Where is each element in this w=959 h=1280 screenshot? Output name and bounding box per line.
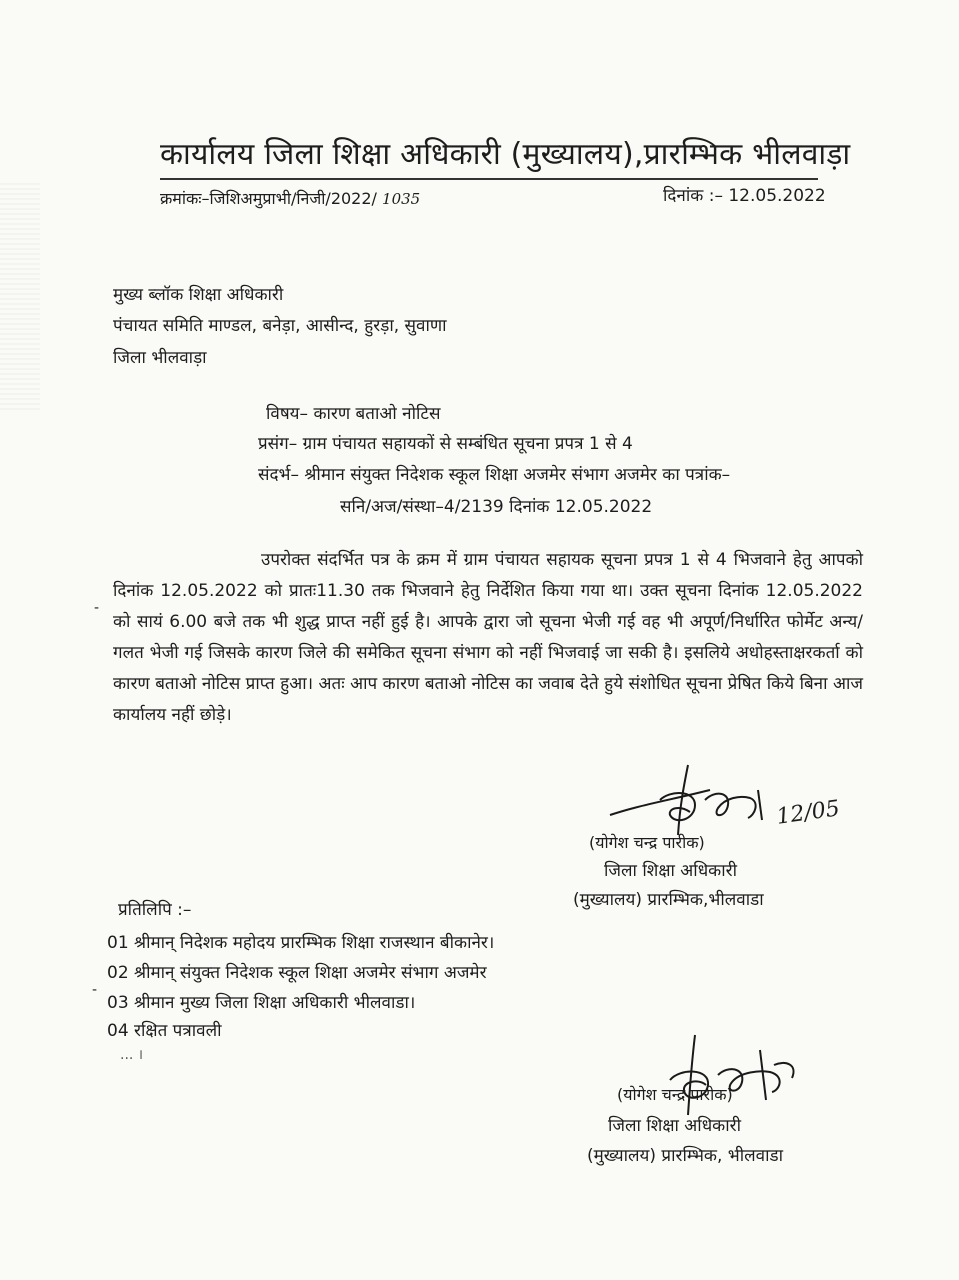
margin-mark: - (94, 600, 100, 616)
reference-number-handwritten: 1035 (382, 190, 421, 208)
signature-1-date: 12/05 (775, 796, 842, 830)
reference-line: संदर्भ– श्रीमान संयुक्त निदेशक स्कूल शिक्षा अजमेर संभाग अजमेर का पत्रांक– (258, 465, 731, 485)
copy-to-item: 02 श्रीमान् संयुक्त निदेशक स्कूल शिक्षा अजमेर संभाग अजमेर (107, 963, 487, 983)
scan-edge-noise (0, 180, 40, 410)
copy-to-item: 01 श्रीमान् निदेशक महोदय प्रारम्भिक शिक्षा राजस्थान बीकानेर। (107, 933, 495, 953)
signatory-1-department: (मुख्यालय) प्रारम्भिक,भीलवाडा (573, 890, 764, 910)
office-title: कार्यालय जिला शिक्षा अधिकारी (मुख्यालय),प्रारम्भिक भीलवाड़ा (160, 137, 851, 172)
addressee-line-1: मुख्य ब्लॉक शिक्षा अधिकारी (113, 285, 284, 305)
signatory-2-name: (योगेश चन्द्र पारीक) (617, 1085, 733, 1104)
signature-2-scribble (640, 1030, 810, 1120)
addressee-line-3: जिला भीलवाड़ा (113, 348, 207, 368)
addressee-line-2: पंचायत समिति माण्डल, बनेड़ा, आसीन्द, हुरड़ा, सुवाणा (113, 316, 447, 336)
signatory-1-name: (योगेश चन्द्र पारीक) (589, 833, 705, 852)
copy-to-heading: प्रतिलिपि :– (118, 900, 192, 920)
subject-line: विषय– कारण बताओ नोटिस (266, 404, 441, 424)
margin-mark: - (92, 982, 98, 998)
signatory-2-department: (मुख्यालय) प्रारम्भिक, भीलवाडा (587, 1146, 784, 1166)
letter-date: दिनांक :– 12.05.2022 (663, 186, 826, 206)
signatory-1-title: जिला शिक्षा अधिकारी (604, 861, 737, 881)
signatory-2-title: जिला शिक्षा अधिकारी (608, 1116, 741, 1136)
context-line: प्रसंग– ग्राम पंचायत सहायकों से सम्बंधित सूचना प्रपत्र 1 से 4 (258, 434, 633, 454)
reference-number (160, 187, 420, 209)
reference-line-continued: सनि/अज/संस्था–4/2139 दिनांक 12.05.2022 (340, 497, 653, 517)
body-paragraph: उपरोक्त संदर्भित पत्र के क्रम में ग्राम पंचायत सहायक सूचना प्रपत्र 1 से 4 भिजवाने हेतु आपको दिनांक 12.05.2022 को प्रातः11.30 तक भिजवाने हेतु निर्देशित किया गया था। उक्त सूचना दिनांक 12.05.2022 को सायं 6.00 बजे तक भी शुद्ध प्राप्त नहीं हुई है। आपके द्वारा जो सूचना भेजी गई वह भी अपूर्ण/निर्धारित फोर्मेट अन्य/गलत भेजी गई जिसके कारण जिले की समेकित सूचना संभाग को नहीं भिजवाई जा सकी है। इसलिये अधोहस्ताक्षरकर्ता को कारण बताओ नोटिस प्राप्त हुआ। अतः आप कारण बताओ नोटिस का जवाब देते हुये संशोधित सूचना प्रेषित किये बिना आज कार्यालय नहीं छोड़े। (113, 550, 863, 725)
copy-to-item: 04 रक्षित पत्रावली (107, 1021, 222, 1041)
copy-to-item: 03 श्रीमान मुख्य जिला शिक्षा अधिकारी भीलवाडा। (107, 993, 416, 1013)
tick-mark: ... । (120, 1047, 144, 1063)
office-title-underline (160, 178, 818, 180)
reference-number-printed: क्रमांकः–जिशिअमुप्राभी/निजी/2022/ (160, 189, 377, 208)
